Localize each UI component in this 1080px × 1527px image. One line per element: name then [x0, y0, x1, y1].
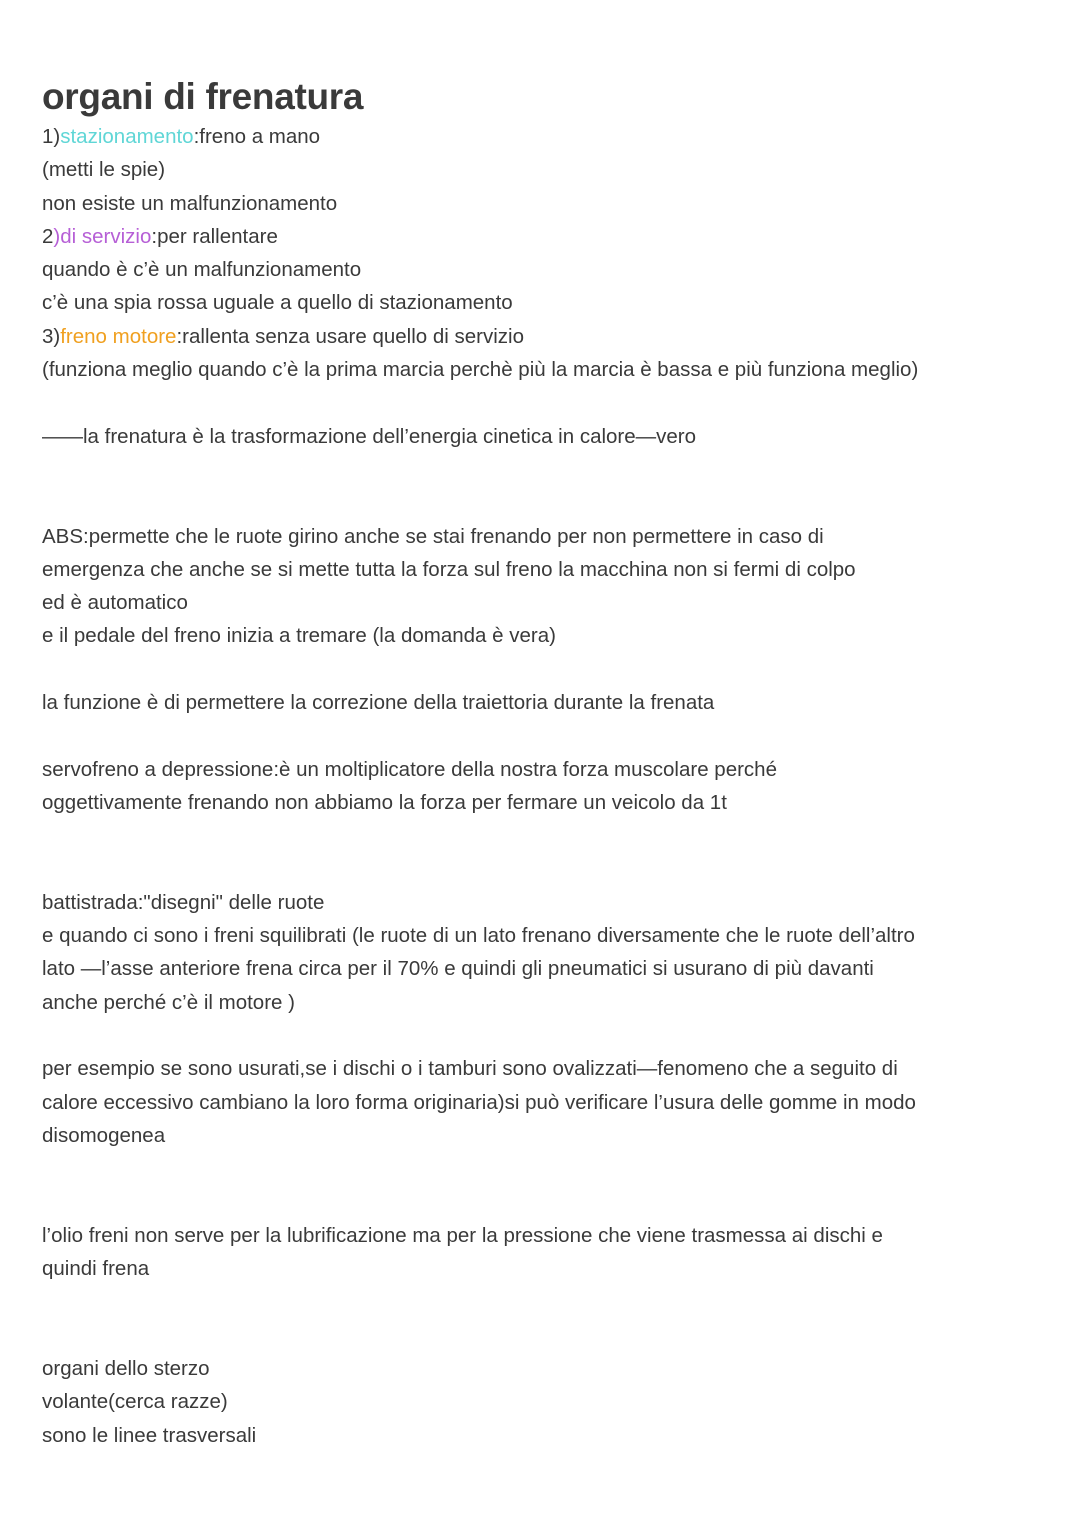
spacer	[42, 453, 1052, 486]
spacer	[42, 1019, 1052, 1052]
wear-paragraph	[42, 1052, 1052, 1152]
list-item	[42, 120, 1052, 153]
text-line: disomogenea	[42, 1123, 166, 1147]
note-page	[42, 74, 1052, 1452]
spacer	[42, 819, 1052, 852]
spacer	[42, 719, 1052, 752]
text-line: organi dello sterzo	[42, 1356, 210, 1380]
spacer	[42, 653, 1052, 686]
highlight-term-stazionamento: stazionamento	[60, 125, 194, 148]
text-line: ed è automatico	[42, 591, 188, 615]
list-item	[42, 320, 1052, 353]
braking-organs-list	[42, 120, 1052, 386]
spacer	[42, 1152, 1052, 1185]
function-statement: la funzione è di permettere la correzione della traiettoria durante la frenata	[42, 691, 715, 715]
text-line: quindi frena	[42, 1257, 150, 1281]
highlight-term-servizio: )di servizio	[53, 224, 152, 248]
steering-paragraph	[42, 1352, 1052, 1452]
item-text: :rallenta senza usare quello di servizio	[176, 324, 525, 348]
text-line: non esiste un malfunzionamento	[42, 191, 338, 215]
item-number: 3)	[42, 324, 61, 348]
text-line: quando è c’è un malfunzionamento	[42, 258, 362, 282]
battistrada-paragraph	[42, 886, 1052, 1019]
list-item	[42, 220, 1052, 253]
text-line: battistrada:"disegni" delle ruote	[42, 890, 325, 914]
text-line: e il pedale del freno inizia a tremare (la domanda è vera)	[42, 624, 556, 648]
page-title: organi di frenatura	[42, 76, 364, 117]
text-line: sono le linee trasversali	[42, 1423, 257, 1447]
text-line: servofreno a depressione:è un moltiplicatore della nostra forza muscolare perché	[42, 757, 777, 781]
text-line: c’è una spia rossa uguale a quello di stazionamento	[42, 291, 513, 315]
text-line: volante(cerca razze)	[42, 1390, 228, 1414]
text-line: calore eccessivo cambiano la loro forma originaria)si può verificare l’usura delle gomme in modo	[42, 1090, 916, 1114]
item-number: 2	[42, 224, 54, 248]
spacer	[42, 1186, 1052, 1219]
spacer	[42, 386, 1052, 419]
text-line: oggettivamente frenando non abbiamo la forza per fermare un veicolo da 1t	[42, 790, 727, 814]
servofreno-paragraph	[42, 753, 1052, 820]
text-line: (funziona meglio quando c’è la prima marcia perchè più la marcia è bassa e più funziona meglio)	[42, 358, 919, 382]
brake-oil-paragraph	[42, 1219, 1052, 1286]
spacer	[42, 1285, 1052, 1318]
item-number: 1)	[42, 125, 61, 148]
highlight-term-freno-motore: freno motore	[60, 324, 177, 348]
item-text: :per rallentare	[151, 224, 278, 248]
spacer	[42, 486, 1052, 519]
spacer	[42, 853, 1052, 886]
text-line: anche perché c’è il motore )	[42, 990, 295, 1014]
text-line: lato —l’asse anteriore frena circa per il 70% e quindi gli pneumatici si usurano di più davanti	[42, 957, 874, 981]
text-line: ABS:permette che le ruote girino anche se stai frenando per non permettere in caso di	[42, 524, 824, 548]
energy-statement: ——la frenatura è la trasformazione dell’energia cinetica in calore—vero	[42, 424, 697, 448]
abs-paragraph	[42, 520, 1052, 653]
text-line: e quando ci sono i freni squilibrati (le ruote di un lato frenano diversamente che le ruote dell’altro	[42, 924, 915, 948]
text-line: l’olio freni non serve per la lubrificazione ma per la pressione che viene trasmessa ai dischi e	[42, 1223, 883, 1247]
spacer	[42, 1319, 1052, 1352]
text-line: emergenza che anche se si mette tutta la forza sul freno la macchina non si fermi di colpo	[42, 557, 856, 581]
item-text: :freno a mano	[193, 125, 321, 148]
text-line: per esempio se sono usurati,se i dischi o i tamburi sono ovalizzati—fenomeno che a seguito di	[42, 1057, 898, 1081]
text-line: (metti le spie)	[42, 158, 166, 182]
